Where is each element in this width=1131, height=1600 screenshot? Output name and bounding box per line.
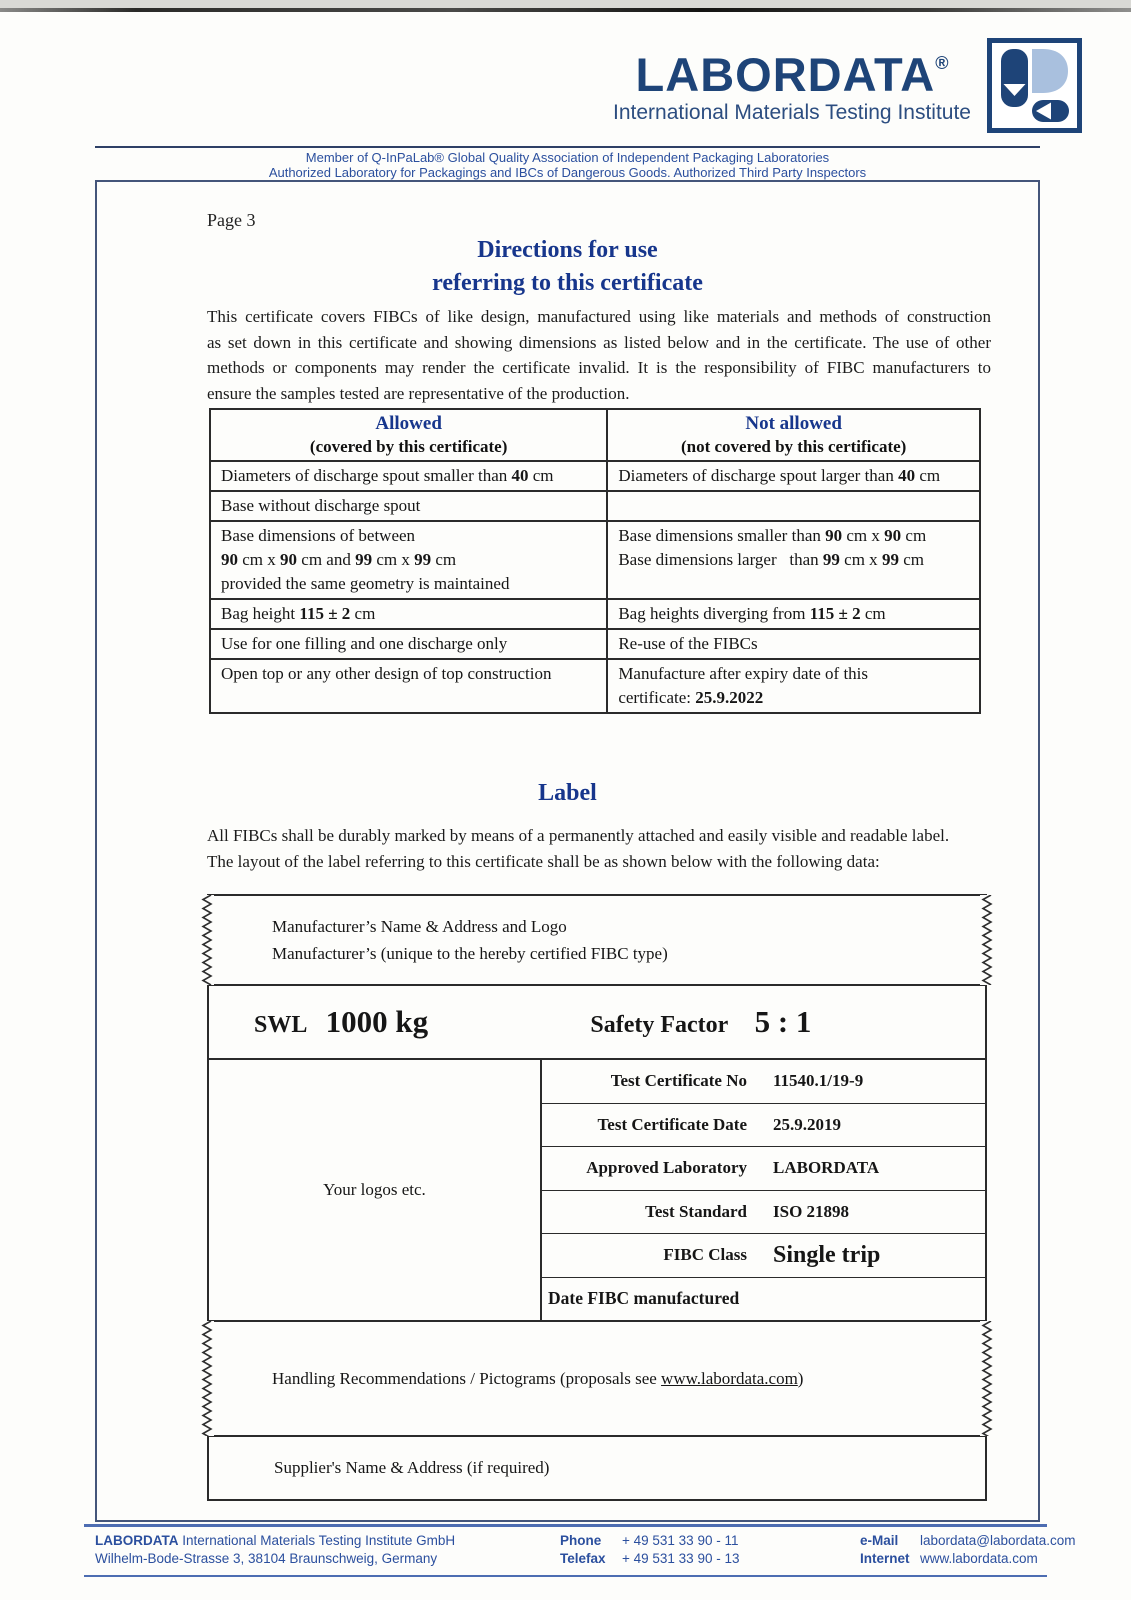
label-manufacturer-section	[207, 894, 987, 986]
label-info-row	[542, 1104, 985, 1148]
table-cell: Diameters of discharge spout smaller than 40 cm	[210, 461, 607, 491]
label-info-section	[207, 1060, 987, 1322]
label-info-row	[542, 1191, 985, 1235]
label-info-row	[542, 1234, 985, 1278]
phone-value: + 49 531 33 90 - 11	[622, 1533, 739, 1548]
not-allowed-header-subtitle: (not covered by this certificate)	[680, 437, 907, 456]
info-row-value: 11540.1/19-9	[773, 1071, 864, 1091]
table-cell: Diameters of discharge spout larger than 40 cm	[607, 461, 980, 491]
info-row-label: Approved Laboratory	[586, 1158, 747, 1178]
footer-address-line: Wilhelm-Bode-Strasse 3, 38104 Braunschweig, Germany	[95, 1550, 438, 1566]
table-cell: Open top or any other design of top construction	[210, 659, 607, 713]
table-header-row	[210, 409, 980, 461]
brand-logo-icon	[987, 38, 1082, 133]
member-line-1: Member of Q-InPaLab® Global Quality Association of Independent Packaging Laboratories	[305, 150, 830, 165]
scan-artifact-dark-line	[0, 8, 1131, 12]
footer-company-block	[95, 1532, 455, 1567]
letterhead	[613, 38, 1082, 133]
footer-company-suffix: International Materials Testing Institute GmbH	[178, 1533, 456, 1548]
footer-company-line	[95, 1532, 455, 1550]
torn-edge-left	[200, 895, 214, 985]
torn-edge-right	[980, 895, 994, 985]
footer-telefax-line	[560, 1550, 739, 1568]
table-row	[210, 491, 980, 521]
intro-line: as set down in this certificate and showing dimensions as listed below and in the certificate. The use of other	[207, 332, 991, 352]
info-row-value: LABORDATA	[773, 1158, 880, 1178]
telefax-value: + 49 531 33 90 - 13	[622, 1550, 740, 1566]
label-info-row	[542, 1278, 985, 1321]
email-value: labordata@labordata.com	[920, 1533, 1076, 1548]
allowed-header-subtitle: (covered by this certificate)	[309, 437, 508, 456]
info-row-label: Date FIBC manufactured	[548, 1288, 740, 1309]
logos-placeholder-cell: Your logos etc.	[209, 1060, 542, 1320]
intro-line: ensure the samples tested are representative of the production.	[207, 383, 630, 403]
footer-email-block	[860, 1532, 1076, 1567]
footer-divider-bottom	[84, 1575, 1047, 1577]
table-row	[210, 599, 980, 629]
table-row	[210, 629, 980, 659]
not-allowed-header-title: Not allowed	[745, 413, 842, 434]
info-row-label: Test Certificate No	[610, 1071, 747, 1091]
label-swl-section	[207, 986, 987, 1060]
label-section-heading: Label	[538, 780, 597, 806]
label-intro-line-2: The layout of the label referring to this certificate shall be as shown below with the following data:	[207, 852, 880, 871]
label-handling-section	[207, 1322, 987, 1437]
label-info-row	[542, 1060, 985, 1104]
safety-factor-value: 5 : 1	[754, 1004, 812, 1039]
phone-label: Phone	[560, 1533, 602, 1548]
allowed-column-header	[210, 409, 607, 461]
safety-factor-label: Safety Factor	[590, 1012, 729, 1038]
membership-lines	[95, 151, 1040, 180]
table-cell: Base dimensions smaller than 90 cm x 90 cm Base dimensions larger than 99 cm x 99 cm	[607, 521, 980, 599]
torn-edge-left	[200, 1321, 214, 1436]
info-row-label: FIBC Class	[663, 1245, 747, 1265]
table-cell: Bag height 115 ± 2 cm	[210, 599, 607, 629]
header-divider	[95, 146, 1040, 148]
table-cell: Base without discharge spout	[210, 491, 607, 521]
page-number: Page 3	[207, 210, 256, 230]
registered-trademark-symbol: ®	[935, 53, 949, 73]
info-row-label: Test Certificate Date	[597, 1114, 747, 1134]
scan-artifact-gray-band	[0, 0, 1131, 8]
torn-edge-right	[980, 1321, 994, 1436]
label-intro-line-1: All FIBCs shall be durably marked by means of a permanently attached and easily visible and readable label.	[207, 826, 950, 845]
info-row-label: Test Standard	[645, 1201, 747, 1221]
table-cell: Bag heights diverging from 115 ± 2 cm	[607, 599, 980, 629]
label-supplier-section	[207, 1437, 987, 1501]
telefax-label: Telefax	[560, 1550, 606, 1566]
allowed-header-title: Allowed	[375, 413, 442, 434]
page-title	[97, 234, 1038, 300]
footer-company-name: LABORDATA	[95, 1533, 179, 1548]
table-cell: Re-use of the FIBCs	[607, 629, 980, 659]
brand-name: LABORDATA	[635, 48, 936, 101]
handling-recommendations-text: Handling Recommendations / Pictograms (proposals see www.labordata.com)	[272, 1368, 804, 1388]
brand-wordmark	[613, 38, 971, 100]
intro-line: This certificate covers FIBCs of like design, manufactured using like materials and methods of construction	[207, 307, 991, 326]
label-info-rows	[542, 1060, 985, 1320]
table-cell: Manufacture after expiry date of this certificate: 25.9.2022	[607, 659, 980, 713]
manufacturer-line-1: Manufacturer’s Name & Address and Logo	[272, 917, 567, 936]
certificate-frame	[95, 180, 1040, 1522]
intro-line: methods or components may render the certificate invalid. It is the responsibility of FIBC manufacturers to	[207, 358, 991, 377]
table-row	[210, 521, 980, 599]
table-row	[210, 659, 980, 713]
footer-phone-block	[560, 1532, 739, 1567]
swl-value: 1000 kg	[325, 1004, 429, 1039]
footer-divider-top	[84, 1524, 1047, 1527]
intro-paragraph	[207, 304, 991, 406]
scan-artifact	[0, 0, 1131, 14]
email-label: e-Mail	[860, 1533, 899, 1548]
internet-label: Internet	[860, 1550, 910, 1566]
footer-internet-line	[860, 1550, 1076, 1568]
swl-label: SWL	[254, 1012, 308, 1038]
internet-value: www.labordata.com	[920, 1550, 1038, 1566]
info-row-value: 25.9.2019	[773, 1114, 841, 1134]
brand-text-block	[613, 38, 971, 125]
info-row-value: Single trip	[773, 1241, 881, 1268]
table-row	[210, 461, 980, 491]
brand-tagline: International Materials Testing Institute	[613, 101, 971, 124]
table-cell: Use for one filling and one discharge only	[210, 629, 607, 659]
footer-phone-line	[560, 1532, 739, 1550]
label-intro-paragraph	[207, 823, 949, 875]
manufacturer-line-2: Manufacturer’s (unique to the hereby certified FIBC type)	[272, 944, 668, 963]
page-title-line-2: referring to this certificate	[432, 270, 703, 296]
allowed-not-allowed-table	[209, 408, 981, 714]
not-allowed-column-header	[607, 409, 980, 461]
label-info-row	[542, 1147, 985, 1191]
label-diagram	[207, 894, 987, 1501]
page-title-line-1: Directions for use	[477, 237, 658, 263]
table-cell	[607, 491, 980, 521]
info-row-value: ISO 21898	[773, 1201, 850, 1221]
member-line-2: Authorized Laboratory for Packagings and IBCs of Dangerous Goods. Authorized Third Party Inspectors	[268, 164, 867, 180]
supplier-text: Supplier's Name & Address (if required)	[274, 1458, 550, 1477]
footer-email-line	[860, 1532, 1076, 1550]
table-cell: Base dimensions of between 90 cm x 90 cm and 99 cm x 99 cm provided the same geometry is maintained	[210, 521, 607, 599]
